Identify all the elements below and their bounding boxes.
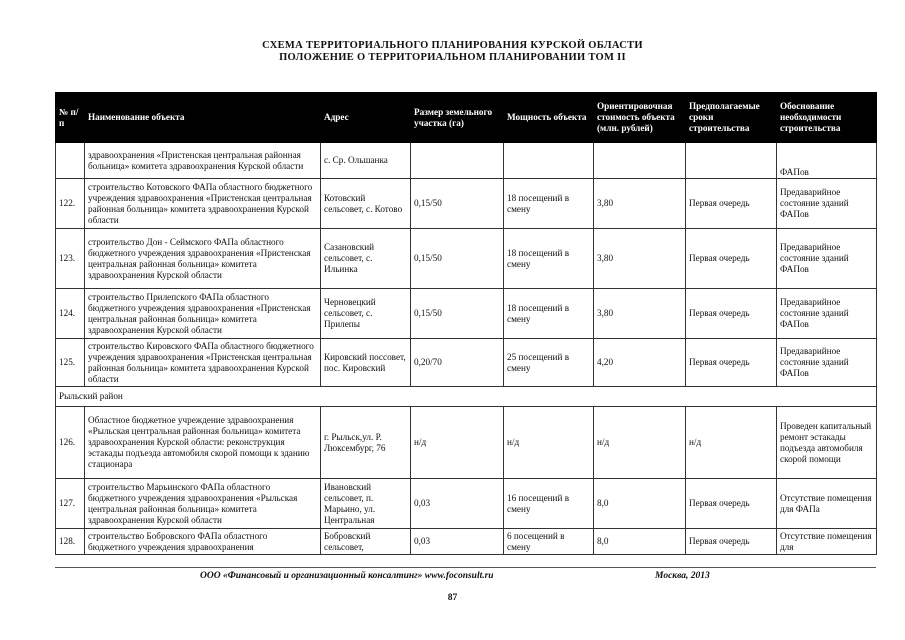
table-row	[56, 339, 877, 387]
row-name: строительство Котовского ФАПа областного бюджетного учреждения здравоохранения «Пристенская центральная районная больница» комитета здравоохранения Курской области	[85, 179, 321, 229]
header-num: № п/п	[56, 93, 85, 143]
row-area: 0,15/50	[411, 179, 504, 229]
row-reason: Проведен капитальный ремонт эстакады подъезда автомобиля скорой помощи	[777, 407, 877, 479]
row-num: 128.	[56, 529, 85, 555]
row-num	[56, 143, 85, 179]
row-capacity: 16 посещений в смену	[504, 479, 594, 529]
row-area: 0,20/70	[411, 339, 504, 387]
row-timing: Первая очередь	[686, 339, 777, 387]
row-name: строительство Бобровского ФАПа областного бюджетного учреждения здравоохранения	[85, 529, 321, 555]
header-address: Адрес	[321, 93, 411, 143]
row-area: н/д	[411, 407, 504, 479]
row-num: 127.	[56, 479, 85, 529]
row-timing	[686, 143, 777, 179]
row-name: строительство Прилепского ФАПа областного бюджетного учреждения здравоохранения «Пристенская центральная районная больница» комитета здравоохранения Курской области	[85, 289, 321, 339]
row-name: Областное бюджетное учреждение здравоохранения «Рыльская центральная районная больница» комитета здравоохранения Курской области: реконструкция эстакады подъезда автомобиля скорой помощи к зданию стационара	[85, 407, 321, 479]
objects-table	[55, 92, 877, 555]
row-timing: Первая очередь	[686, 179, 777, 229]
table-row	[56, 529, 877, 555]
table-row	[56, 229, 877, 289]
table-row	[56, 179, 877, 229]
row-address: с. Ср. Ольшанка	[321, 143, 411, 179]
row-address: Бобровский сельсовет,	[321, 529, 411, 555]
row-num: 126.	[56, 407, 85, 479]
footer-city-year: Москва, 2013	[655, 571, 710, 581]
row-timing: Первая очередь	[686, 479, 777, 529]
row-name: строительство Дон - Сеймского ФАПа областного бюджетного учреждения здравоохранения «Пристенская центральная районная больница» комитета здравоохранения Курской области	[85, 229, 321, 289]
table-header-row	[56, 93, 877, 143]
row-timing: Первая очередь	[686, 229, 777, 289]
row-num: 124.	[56, 289, 85, 339]
header-timing: Предполагаемые сроки строительства	[686, 93, 777, 143]
header-name: Наименование объекта	[85, 93, 321, 143]
header-capacity: Мощность объекта	[504, 93, 594, 143]
row-reason: Предаварийное состояние зданий ФАПов	[777, 339, 877, 387]
row-area	[411, 143, 504, 179]
row-name: здравоохранения «Пристенская центральная районная больница» комитета здравоохранения Курской области	[85, 143, 321, 179]
row-cost: 8,0	[594, 529, 686, 555]
footer-company: ООО «Финансовый и организационный консалтинг» www.foconsult.ru	[200, 571, 494, 581]
footer-divider	[55, 567, 876, 568]
row-capacity: 18 посещений в смену	[504, 229, 594, 289]
header-reason: Обоснование необходимости строительства	[777, 93, 877, 143]
document-title: СХЕМА ТЕРРИТОРИАЛЬНОГО ПЛАНИРОВАНИЯ КУРСКОЙ ОБЛАСТИ	[262, 40, 643, 51]
header-cost: Ориентировочная стоимость объекта (млн. рублей)	[594, 93, 686, 143]
row-name: строительство Марьинского ФАПа областного бюджетного учреждения здравоохранения «Рыльская центральная районная больница» комитета здравоохранения Курской области	[85, 479, 321, 529]
section-title: Рыльский район	[56, 387, 877, 407]
row-cost: 3,80	[594, 229, 686, 289]
row-area: 0,15/50	[411, 229, 504, 289]
row-capacity: н/д	[504, 407, 594, 479]
row-address: г. Рыльск,ул. Р. Люксембург, 76	[321, 407, 411, 479]
row-name: строительство Кировского ФАПа областного бюджетного учреждения здравоохранения «Пристенская центральная районная больница» комитета здравоохранения Курской области	[85, 339, 321, 387]
row-capacity: 18 посещений в смену	[504, 179, 594, 229]
row-timing: Первая очередь	[686, 289, 777, 339]
row-area: 0,03	[411, 529, 504, 555]
header-area: Размер земельного участка (га)	[411, 93, 504, 143]
row-cost: 3,80	[594, 289, 686, 339]
row-reason: ФАПов	[777, 143, 877, 179]
row-timing: Первая очередь	[686, 529, 777, 555]
row-capacity: 25 посещений в смену	[504, 339, 594, 387]
table-row	[56, 479, 877, 529]
row-reason: Предаварийное состояние зданий ФАПов	[777, 289, 877, 339]
row-capacity	[504, 143, 594, 179]
row-address: Котовский сельсовет, с. Котово	[321, 179, 411, 229]
table-row	[56, 143, 877, 179]
row-cost: 8,0	[594, 479, 686, 529]
row-reason: Отсутствие помещения для ФАПа	[777, 479, 877, 529]
row-cost	[594, 143, 686, 179]
row-area: 0,03	[411, 479, 504, 529]
row-num: 123.	[56, 229, 85, 289]
row-address: Черновецкий сельсовет, с. Прилепы	[321, 289, 411, 339]
row-num: 125.	[56, 339, 85, 387]
table-row	[56, 407, 877, 479]
row-address: Сазановский сельсовет, с. Ильинка	[321, 229, 411, 289]
row-reason: Предаварийное состояние зданий ФАПов	[777, 229, 877, 289]
row-address: Кировский поссовет, пос. Кировский	[321, 339, 411, 387]
row-timing: н/д	[686, 407, 777, 479]
section-row	[56, 387, 877, 407]
row-num: 122.	[56, 179, 85, 229]
row-cost: 3,80	[594, 179, 686, 229]
row-address: Ивановский сельсовет, п. Марьино, ул. Центральная	[321, 479, 411, 529]
row-cost: н/д	[594, 407, 686, 479]
row-capacity: 6 посещений в смену	[504, 529, 594, 555]
page-number: 87	[447, 593, 458, 603]
row-area: 0,15/50	[411, 289, 504, 339]
table-row	[56, 289, 877, 339]
row-reason: Отсутствие помещения для	[777, 529, 877, 555]
document-subtitle: ПОЛОЖЕНИЕ О ТЕРРИТОРИАЛЬНОМ ПЛАНИРОВАНИИ ТОМ II	[279, 52, 626, 63]
row-reason: Предаварийное состояние зданий ФАПов	[777, 179, 877, 229]
row-cost: 4,20	[594, 339, 686, 387]
row-capacity: 18 посещений в смену	[504, 289, 594, 339]
